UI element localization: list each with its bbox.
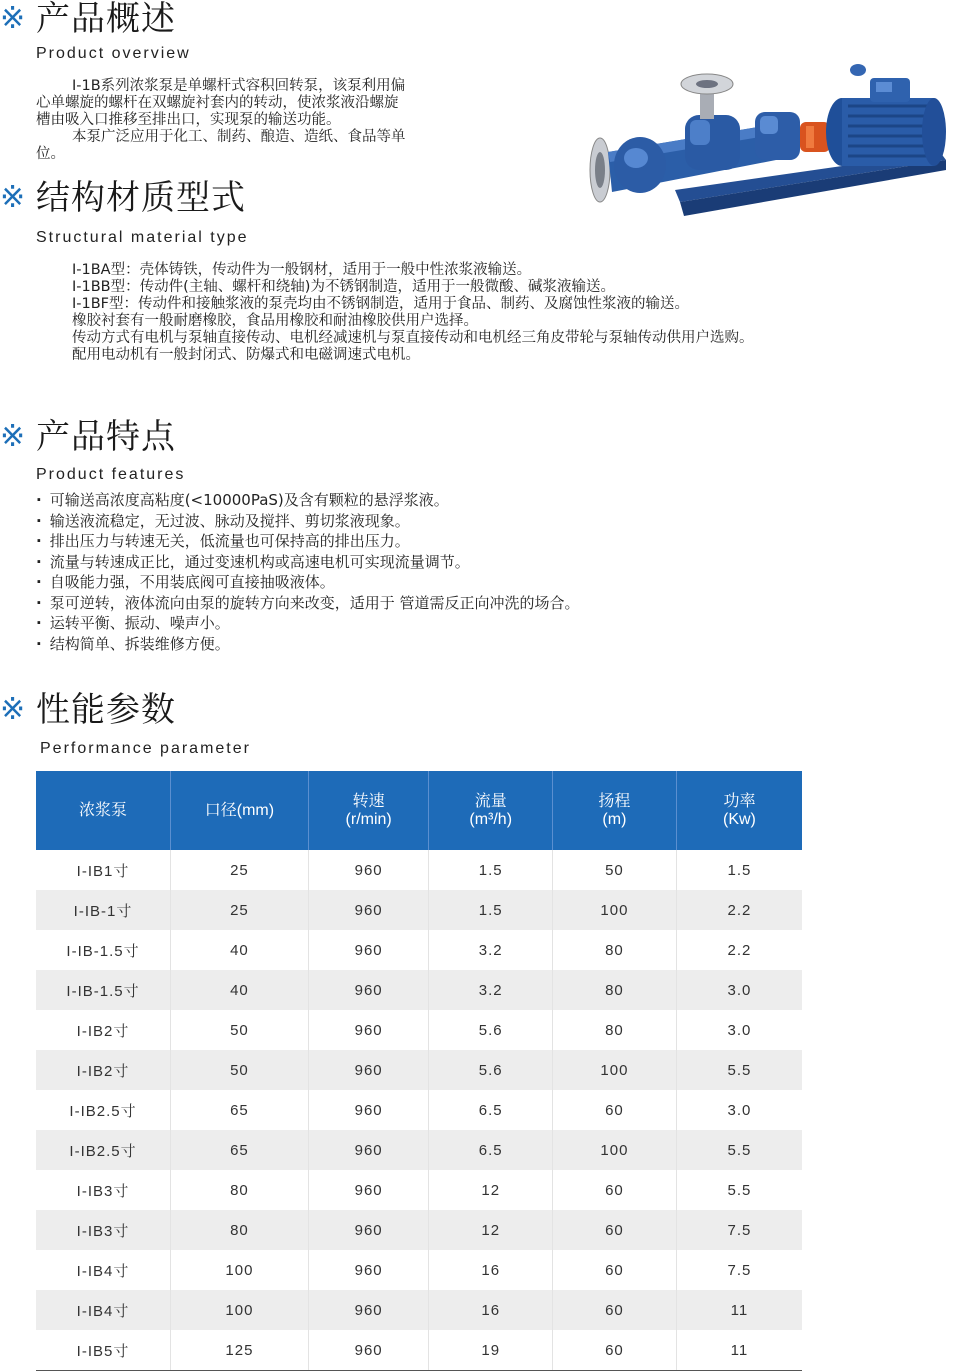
header-cell: 功率 (Kw) [676,771,802,850]
table-cell: 100 [552,1130,676,1170]
table-row [36,1090,802,1130]
features-list [36,490,579,654]
table-row [36,1170,802,1210]
header-cell: 流量 (m³/h) [429,771,552,850]
table-cell: I-IB3寸 [36,1210,171,1250]
table-row [36,930,802,970]
table-cell: 80 [552,1010,676,1050]
table-cell: 3.0 [727,1021,752,1039]
table-cell: 60 [552,1090,676,1130]
table-cell: 2.2 [676,890,802,930]
table-row [36,890,802,930]
reference-mark-icon: ※ [0,692,26,727]
reference-mark-icon: ※ [0,1,26,36]
overview-line: I-1B系列浓浆泵是单螺杆式容积回转泵，该泵利用偏 [72,78,406,94]
table-cell: 3.0 [676,970,802,1010]
performance-subtitle: Performance parameter [40,740,251,757]
table-cell: 960 [308,970,429,1010]
structure-line: 橡胶衬套有一般耐磨橡胶，食品用橡胶和耐油橡胶供用户选择。 [72,313,478,329]
table-cell: 960 [308,850,429,890]
table-cell: 1.5 [429,890,552,930]
feature-item: · 运转平衡、振动、噪声小。 [36,613,579,634]
feature-item: · 结构简单、拆装维修方便。 [36,634,579,655]
table-cell: 5.5 [676,1050,802,1090]
header-cell: 浓浆泵 [36,771,171,850]
table-cell: I-IB-1寸 [36,890,171,930]
overview-line: 位。 [36,146,65,162]
table-cell: I-IB5寸 [36,1330,171,1371]
overview-paragraph [36,78,496,163]
table-cell: 50 [552,850,676,890]
table-cell: 50 [171,1010,309,1050]
table-cell: 960 [308,1130,429,1170]
table-cell: 960 [308,1330,429,1371]
structure-paragraph [72,262,952,364]
table-cell: 5.5 [676,1130,802,1170]
table-cell: 960 [308,1290,429,1330]
table-cell: I-IB2寸 [36,1050,171,1090]
features-title: 产品特点 [36,417,176,457]
table-cell: 11 [676,1290,802,1330]
table-cell: 50 [171,1050,309,1090]
table-cell: I-IB-1.5寸 [36,930,171,970]
table-cell: 60 [552,1330,676,1371]
performance-heading [0,690,176,730]
table-cell: 2.2 [727,941,752,959]
table-cell: 80 [171,1170,309,1210]
table-cell: 5.6 [429,1010,552,1050]
overview-line: 本泵广泛应用于化工、制药、酿造、造纸、食品等单 [72,129,406,145]
overview-line: 心单螺旋的螺杆在双螺旋衬套内的转动，使浓浆液沿螺旋 [36,95,399,111]
table-cell: 5.6 [429,1050,552,1090]
overview-line: 槽由吸入口推移至排出口，实现泵的输送功能。 [36,112,341,128]
features-heading [0,417,176,457]
reference-mark-icon: ※ [0,419,26,454]
table-cell: 100 [552,890,676,930]
table-cell: 60 [552,1170,676,1210]
table-cell: 60 [552,1290,676,1330]
structure-line: 传动方式有电机与泵轴直接传动、电机经减速机与泵直接传动和电机经三角皮带轮与泵轴传动供用户选购。 [72,330,754,346]
table-cell: 25 [171,890,309,930]
table-cell: 960 [308,1170,429,1210]
overview-title: 产品概述 [36,0,176,39]
table-cell: 125 [171,1330,309,1371]
feature-item: · 输送液流稳定，无过波、脉动及搅拌、剪切浆液现象。 [36,511,579,532]
table-cell: 960 [308,890,429,930]
feature-item: · 流量与转速成正比，通过变速机构或高速电机可实现流量调节。 [36,552,579,573]
table-cell: 7.5 [727,1261,752,1279]
table-cell: 1.5 [727,861,752,879]
table-cell: 6.5 [429,1090,552,1130]
table-row [36,1050,802,1090]
table-cell: I-IB1寸 [36,850,171,890]
table-cell: 80 [552,930,676,970]
feature-item: · 自吸能力强，不用装底阀可直接抽吸液体。 [36,572,579,593]
table-cell: 65 [171,1090,309,1130]
structure-line: I-1BB型：传动件(主轴、螺杆和绕轴)为不锈钢制造，适用于一般微酸、碱浆液输送。 [72,279,615,295]
table-row [36,1130,802,1170]
table-cell: 960 [308,1210,429,1250]
reference-mark-icon: ※ [0,180,26,215]
structure-line: I-1BF型：传动件和接触浆液的泵壳均由不锈钢制造，适用于食品、制药、及腐蚀性浆液的输送。 [72,296,690,312]
table-cell: 960 [308,1010,429,1050]
table-row [36,1010,802,1050]
table-cell: 40 [171,930,309,970]
structure-line: 配用电动机有一般封闭式、防爆式和电磁调速式电机。 [72,347,420,363]
table-cell: 65 [171,1130,309,1170]
table-cell: 40 [171,970,309,1010]
table-cell: 960 [308,1250,429,1290]
table-cell: 19 [429,1330,552,1371]
table-cell: I-IB2.5寸 [36,1130,171,1170]
table-cell: 5.5 [727,1181,752,1199]
table-cell: 11 [676,1330,802,1371]
feature-item: · 排出压力与转速无关，低流量也可保持高的排出压力。 [36,531,579,552]
table-cell: 12 [429,1170,552,1210]
table-cell: 6.5 [429,1130,552,1170]
table-cell: 100 [171,1290,309,1330]
table-cell: 16 [429,1250,552,1290]
table-cell: I-IB4寸 [36,1250,171,1290]
overview-heading [0,0,176,39]
table-cell: 7.5 [676,1210,802,1250]
header-cell: 口径(mm) [171,771,309,850]
table-cell: 80 [552,970,676,1010]
table-cell: 3.2 [429,930,552,970]
table-row [36,1250,802,1290]
features-subtitle: Product features [36,466,186,483]
structure-title: 结构材质型式 [36,178,246,218]
structure-line: I-1BA型：壳体铸铁，传动件为一般钢材，适用于一般中性浓浆液输送。 [72,262,532,278]
table-cell: I-IB2.5寸 [36,1090,171,1130]
table-row [36,1290,802,1330]
table-cell: 60 [552,1250,676,1290]
structure-heading [0,178,246,218]
feature-item: · 泵可逆转，液体流向由泵的旋转方向来改变，适用于 管道需反正向冲洗的场合。 [36,593,579,614]
table-row [36,850,802,890]
header-cell: 扬程 (m) [552,771,676,850]
table-row [36,970,802,1010]
table-cell: I-IB2寸 [36,1010,171,1050]
table-cell: 16 [429,1290,552,1330]
table-cell: I-IB3寸 [36,1170,171,1210]
table-cell: 960 [308,1090,429,1130]
table-cell: 100 [171,1250,309,1290]
table-cell: 12 [429,1210,552,1250]
table-cell: 1.5 [429,850,552,890]
performance-table [36,771,802,1371]
table-header-row [36,771,802,850]
table-cell: I-IB-1.5寸 [36,970,171,1010]
feature-item: · 可输送高浓度高粘度(<10000PaS)及含有颗粒的悬浮浆液。 [36,490,579,511]
table-cell: 25 [171,850,309,890]
overview-subtitle: Product overview [36,45,191,62]
table-row [36,1330,802,1371]
table-cell: 60 [552,1210,676,1250]
structure-subtitle: Structural material type [36,229,249,246]
table-cell: 3.2 [429,970,552,1010]
table-cell: 3.0 [727,1101,752,1119]
table-row [36,1210,802,1250]
performance-title: 性能参数 [36,690,176,730]
table-cell: I-IB4寸 [36,1290,171,1330]
table-cell: 80 [171,1210,309,1250]
pump-illustration [580,40,960,240]
table-cell: 960 [308,1050,429,1090]
table-cell: 100 [552,1050,676,1090]
table-cell: 960 [308,930,429,970]
table-body [36,850,802,1371]
header-cell: 转速 (r/min) [308,771,429,850]
